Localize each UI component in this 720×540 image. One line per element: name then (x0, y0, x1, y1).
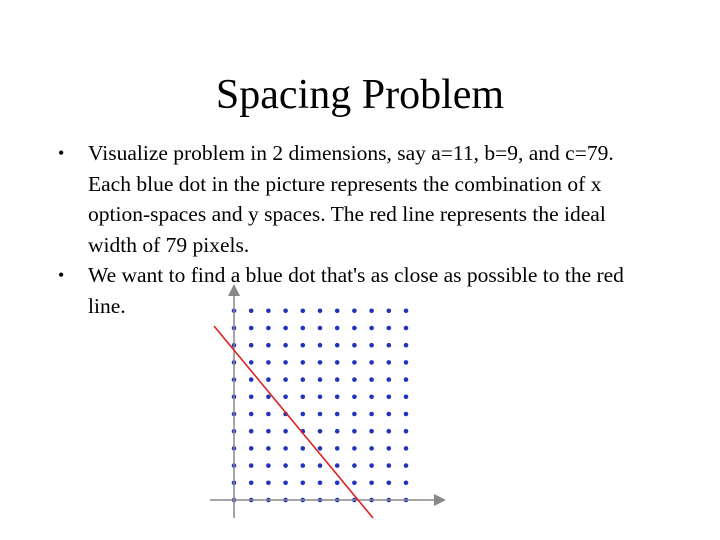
lattice-dot (301, 360, 306, 365)
lattice-dot (369, 498, 374, 503)
lattice-dot (301, 343, 306, 348)
lattice-dot (404, 498, 409, 503)
lattice-dot (283, 412, 288, 417)
lattice-dot (369, 377, 374, 382)
lattice-dot (283, 395, 288, 400)
lattice-dot (266, 343, 271, 348)
lattice-dot (352, 343, 357, 348)
lattice-dot (283, 481, 288, 486)
ideal-width-line (214, 326, 373, 518)
lattice-dots (232, 309, 409, 503)
lattice-dot (335, 326, 340, 331)
lattice-dot (335, 463, 340, 468)
lattice-dot (352, 446, 357, 451)
lattice-dot (404, 395, 409, 400)
lattice-dot (249, 412, 254, 417)
lattice-dot (318, 377, 323, 382)
lattice-dot (369, 412, 374, 417)
lattice-dot (404, 412, 409, 417)
lattice-dot (318, 326, 323, 331)
lattice-dot (318, 481, 323, 486)
lattice-dot (232, 429, 237, 434)
lattice-dot (249, 446, 254, 451)
lattice-dot (352, 395, 357, 400)
lattice-dot (404, 326, 409, 331)
lattice-dot (283, 343, 288, 348)
lattice-dot (283, 377, 288, 382)
lattice-dot (335, 446, 340, 451)
lattice-dot (283, 360, 288, 365)
lattice-dot (266, 395, 271, 400)
lattice-dot (266, 377, 271, 382)
lattice-dot (352, 481, 357, 486)
lattice-dot (232, 360, 237, 365)
lattice-dot (266, 429, 271, 434)
lattice-dot (369, 326, 374, 331)
lattice-dot (404, 343, 409, 348)
lattice-dot (404, 360, 409, 365)
bullet-glyph: • (58, 265, 65, 285)
lattice-dot (404, 463, 409, 468)
lattice-dot (266, 326, 271, 331)
lattice-dot (404, 429, 409, 434)
lattice-dot (249, 498, 254, 503)
lattice-dot (232, 498, 237, 503)
lattice-dot (387, 446, 392, 451)
lattice-dot (318, 343, 323, 348)
lattice-dot (266, 412, 271, 417)
lattice-dot (249, 326, 254, 331)
lattice-dot (266, 498, 271, 503)
lattice-dot (335, 429, 340, 434)
lattice-dot (404, 377, 409, 382)
lattice-dot (352, 412, 357, 417)
lattice-dot (283, 446, 288, 451)
lattice-dot (301, 446, 306, 451)
lattice-dot (387, 498, 392, 503)
lattice-dot (266, 446, 271, 451)
lattice-dot (387, 395, 392, 400)
lattice-dot (387, 343, 392, 348)
lattice-dot (387, 412, 392, 417)
bullet-text-1: Visualize problem in 2 dimensions, say a=11, b=9, and c=79. Each blue dot in the picture represents the combination of x option-spaces and y spaces. The red line represents the ideal width of 79 pixels. (88, 141, 614, 257)
lattice-dot (301, 481, 306, 486)
lattice-dot (318, 429, 323, 434)
lattice-dot (232, 463, 237, 468)
lattice-dot (301, 377, 306, 382)
lattice-dot (249, 377, 254, 382)
lattice-dot (318, 395, 323, 400)
lattice-dot (301, 498, 306, 503)
lattice-dot (387, 429, 392, 434)
lattice-dot (369, 481, 374, 486)
lattice-dot (232, 412, 237, 417)
lattice-dot (404, 446, 409, 451)
lattice-dot (232, 395, 237, 400)
lattice-dot (352, 360, 357, 365)
lattice-dot (335, 377, 340, 382)
lattice-dot (335, 498, 340, 503)
lattice-dot (249, 395, 254, 400)
lattice-dot (369, 429, 374, 434)
lattice-dot (249, 360, 254, 365)
bullet-list (58, 138, 658, 321)
bullet-item-1 (58, 138, 658, 260)
lattice-dot (301, 412, 306, 417)
lattice-dot (369, 395, 374, 400)
lattice-dot (318, 498, 323, 503)
lattice-dot (232, 343, 237, 348)
lattice-dot (283, 463, 288, 468)
lattice-dot (249, 481, 254, 486)
lattice-dot (387, 481, 392, 486)
bullet-glyph: • (58, 143, 65, 163)
slide-title: Spacing Problem (215, 72, 505, 118)
lattice-dot (369, 360, 374, 365)
lattice-dot (232, 377, 237, 382)
lattice-dot (387, 326, 392, 331)
lattice-dot (352, 377, 357, 382)
bullet-text-2: We want to find a blue dot that's as close as possible to the red line. (88, 263, 624, 318)
lattice-dot (249, 463, 254, 468)
lattice-dot (352, 463, 357, 468)
lattice-dot (387, 360, 392, 365)
lattice-dot (318, 463, 323, 468)
lattice-dot (369, 463, 374, 468)
lattice-dot (369, 446, 374, 451)
lattice-dot (335, 412, 340, 417)
lattice-dot (301, 463, 306, 468)
lattice-dot (352, 498, 357, 503)
lattice-dot (369, 343, 374, 348)
lattice-dot (266, 360, 271, 365)
lattice-dot (301, 326, 306, 331)
bullet-item-2 (58, 260, 658, 321)
lattice-dot (352, 326, 357, 331)
lattice-dot (301, 395, 306, 400)
lattice-dot (301, 429, 306, 434)
lattice-dot (318, 360, 323, 365)
lattice-dot (318, 446, 323, 451)
lattice-dot (387, 463, 392, 468)
lattice-dot (283, 326, 288, 331)
lattice-dot (387, 377, 392, 382)
lattice-dot (266, 463, 271, 468)
lattice-dot (352, 429, 357, 434)
lattice-dot (335, 343, 340, 348)
lattice-dot (283, 498, 288, 503)
lattice-dot (249, 429, 254, 434)
lattice-dot (232, 481, 237, 486)
lattice-dot (335, 395, 340, 400)
lattice-dot (266, 481, 271, 486)
lattice-dot (283, 429, 288, 434)
lattice-dot (232, 326, 237, 331)
lattice-dot (318, 412, 323, 417)
lattice-dot (335, 360, 340, 365)
lattice-dot (335, 481, 340, 486)
lattice-dot (232, 446, 237, 451)
lattice-dot (404, 481, 409, 486)
lattice-dot (249, 343, 254, 348)
